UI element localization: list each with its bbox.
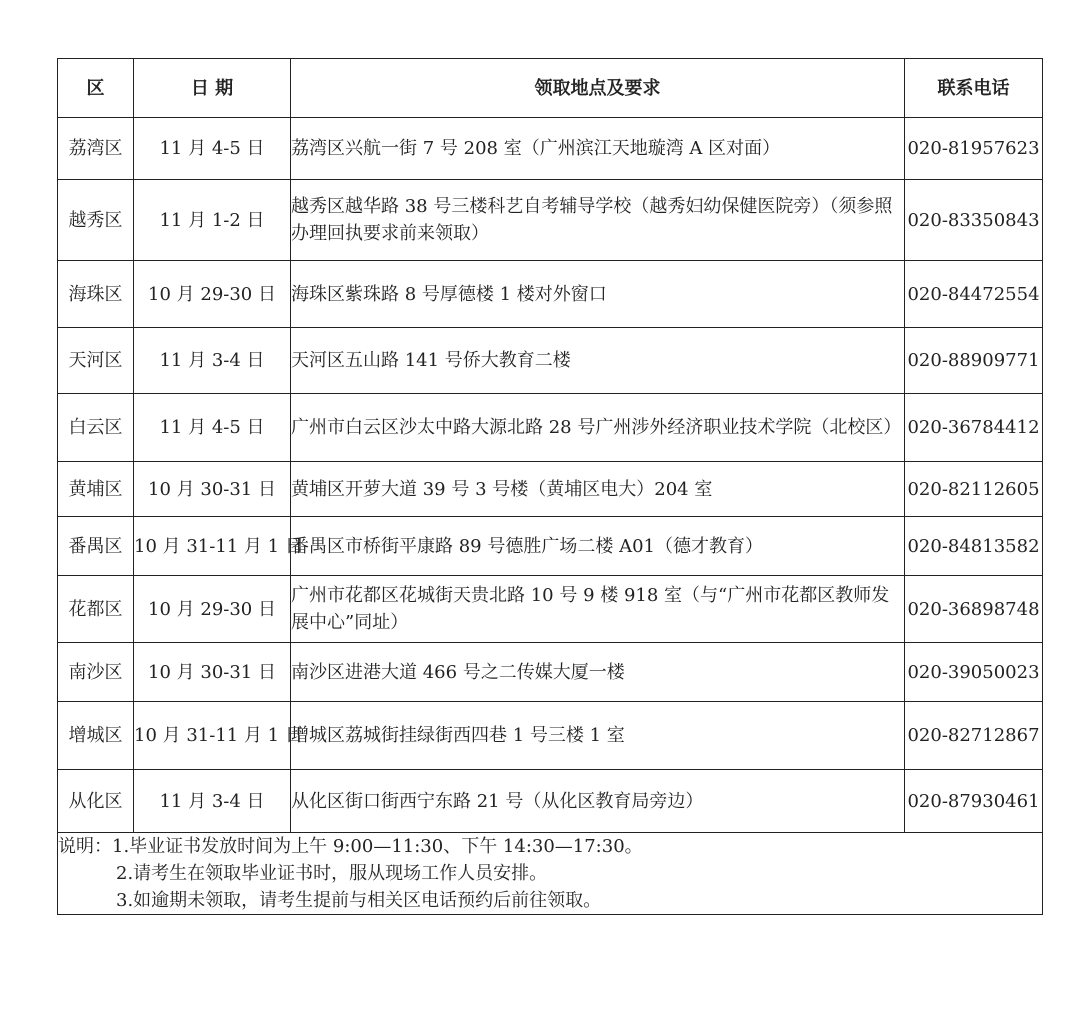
district-cell: 南沙区 xyxy=(58,643,134,702)
date-cell: 11 月 4-5 日 xyxy=(134,118,291,180)
certificate-pickup-table xyxy=(57,58,1043,915)
location-cell: 天河区五山路 141 号侨大教育二楼 xyxy=(291,328,905,394)
phone-cell: 020-84472554 xyxy=(905,261,1043,328)
notes-cell xyxy=(58,833,1043,915)
note-line-3: 3.如逾期未领取，请考生提前与相关区电话预约后前往领取。 xyxy=(116,890,602,911)
location-cell: 广州市花都区花城街天贵北路 10 号 9 楼 918 室（与“广州市花都区教师发展中心”同址） xyxy=(291,576,905,643)
location-cell: 从化区街口街西宁东路 21 号（从化区教育局旁边） xyxy=(291,770,905,833)
phone-cell: 020-87930461 xyxy=(905,770,1043,833)
phone-cell: 020-84813582 xyxy=(905,517,1043,576)
table-row xyxy=(58,576,1043,643)
table-row xyxy=(58,328,1043,394)
notes-row xyxy=(58,833,1043,915)
location-cell: 荔湾区兴航一街 7 号 208 室（广州滨江天地璇湾 A 区对面） xyxy=(291,118,905,180)
location-cell: 增城区荔城街挂绿街西四巷 1 号三楼 1 室 xyxy=(291,702,905,770)
note-line-2: 2.请考生在领取毕业证书时，服从现场工作人员安排。 xyxy=(116,863,548,884)
date-cell: 10 月 29-30 日 xyxy=(134,576,291,643)
phone-cell: 020-36898748 xyxy=(905,576,1043,643)
phone-cell: 020-88909771 xyxy=(905,328,1043,394)
table-row xyxy=(58,517,1043,576)
location-cell: 海珠区紫珠路 8 号厚德楼 1 楼对外窗口 xyxy=(291,261,905,328)
phone-cell: 020-83350843 xyxy=(905,180,1043,261)
note-line-1: 说明：1.毕业证书发放时间为上午 9:00—11:30、下午 14:30—17:30。 xyxy=(58,836,643,857)
district-cell: 从化区 xyxy=(58,770,134,833)
location-cell: 番禺区市桥街平康路 89 号德胜广场二楼 A01（德才教育） xyxy=(291,517,905,576)
district-cell: 越秀区 xyxy=(58,180,134,261)
table-row xyxy=(58,394,1043,462)
header-date: 日 期 xyxy=(134,59,291,118)
date-cell: 10 月 30-31 日 xyxy=(134,462,291,517)
location-cell: 南沙区进港大道 466 号之二传媒大厦一楼 xyxy=(291,643,905,702)
location-cell: 越秀区越华路 38 号三楼科艺自考辅导学校（越秀妇幼保健医院旁）（须参照办理回执要求前来领取） xyxy=(291,180,905,261)
phone-cell: 020-82712867 xyxy=(905,702,1043,770)
date-cell: 10 月 29-30 日 xyxy=(134,261,291,328)
table-row xyxy=(58,118,1043,180)
header-district: 区 xyxy=(58,59,134,118)
phone-cell: 020-82112605 xyxy=(905,462,1043,517)
district-cell: 天河区 xyxy=(58,328,134,394)
date-cell: 11 月 1-2 日 xyxy=(134,180,291,261)
district-cell: 荔湾区 xyxy=(58,118,134,180)
date-cell: 10 月 30-31 日 xyxy=(134,643,291,702)
district-cell: 增城区 xyxy=(58,702,134,770)
date-cell: 10 月 31-11 月 1 日 xyxy=(134,702,291,770)
location-cell: 黄埔区开萝大道 39 号 3 号楼（黄埔区电大）204 室 xyxy=(291,462,905,517)
table-row xyxy=(58,180,1043,261)
date-cell: 10 月 31-11 月 1 日 xyxy=(134,517,291,576)
table-row xyxy=(58,643,1043,702)
district-cell: 番禺区 xyxy=(58,517,134,576)
table-row xyxy=(58,462,1043,517)
phone-cell: 020-39050023 xyxy=(905,643,1043,702)
table-row xyxy=(58,261,1043,328)
date-cell: 11 月 3-4 日 xyxy=(134,328,291,394)
header-phone: 联系电话 xyxy=(905,59,1043,118)
district-cell: 黄埔区 xyxy=(58,462,134,517)
date-cell: 11 月 4-5 日 xyxy=(134,394,291,462)
date-cell: 11 月 3-4 日 xyxy=(134,770,291,833)
header-row xyxy=(58,59,1043,118)
location-cell: 广州市白云区沙太中路大源北路 28 号广州涉外经济职业技术学院（北校区） xyxy=(291,394,905,462)
table-row xyxy=(58,770,1043,833)
phone-cell: 020-36784412 xyxy=(905,394,1043,462)
table-row xyxy=(58,702,1043,770)
header-location: 领取地点及要求 xyxy=(291,59,905,118)
district-cell: 花都区 xyxy=(58,576,134,643)
district-cell: 海珠区 xyxy=(58,261,134,328)
district-cell: 白云区 xyxy=(58,394,134,462)
phone-cell: 020-81957623 xyxy=(905,118,1043,180)
